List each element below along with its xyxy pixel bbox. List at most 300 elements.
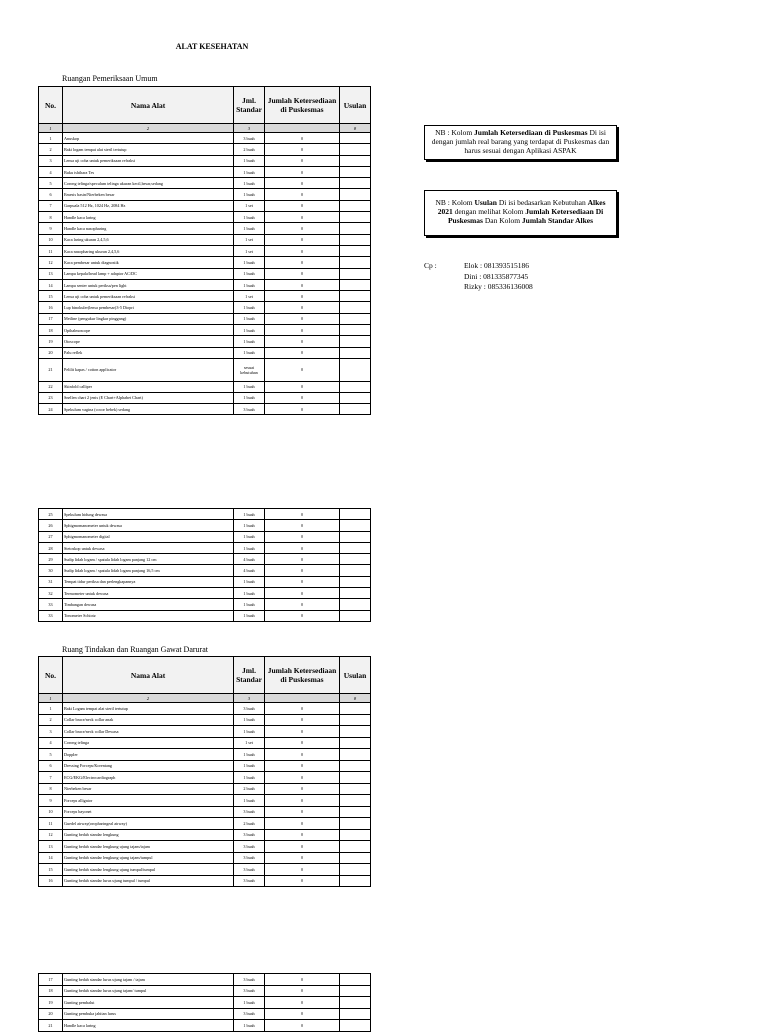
cell-jumlah-ketersediaan: 0 <box>265 749 340 761</box>
cell-no: 22 <box>39 381 63 392</box>
cell-jml-standar: 1 buah <box>234 599 265 610</box>
table-row <box>39 565 371 576</box>
cell-no: 1 <box>39 703 63 715</box>
cell-usulan[interactable] <box>340 985 371 997</box>
cell-jumlah-ketersediaan: 0 <box>265 392 340 403</box>
cell-jumlah-ketersediaan: 0 <box>265 875 340 887</box>
cell-jml-standar: 1 buah <box>234 336 265 347</box>
cell-jml-standar: 1 buah <box>234 726 265 738</box>
table-row <box>39 392 371 403</box>
cell-jumlah-ketersediaan: 0 <box>265 166 340 177</box>
cell-no: 7 <box>39 200 63 211</box>
cell-usulan[interactable] <box>340 1008 371 1020</box>
cell-no: 18 <box>39 325 63 336</box>
table-row <box>39 245 371 256</box>
cell-usulan[interactable] <box>340 313 371 324</box>
cell-jumlah-ketersediaan: 0 <box>265 772 340 784</box>
cell-jml-standar: 1 set <box>234 245 265 256</box>
cell-nama-alat: Buku ishihara Tes <box>63 166 234 177</box>
table-row <box>39 234 371 245</box>
cell-usulan[interactable] <box>340 1020 371 1032</box>
cell-jumlah-ketersediaan: 0 <box>265 189 340 200</box>
cell-no: 19 <box>39 336 63 347</box>
contact-elok: Elok : 081393515186 <box>464 261 529 270</box>
cell-usulan[interactable] <box>340 381 371 392</box>
cell-jumlah-ketersediaan: 0 <box>265 381 340 392</box>
cell-nama-alat: Gunting bedah standar lengkung <box>63 829 234 841</box>
cell-usulan[interactable] <box>340 818 371 830</box>
cell-no: 11 <box>39 818 63 830</box>
cell-no: 32 <box>39 588 63 599</box>
table-row <box>39 381 371 392</box>
cell-jumlah-ketersediaan: 0 <box>265 760 340 772</box>
cell-jumlah-ketersediaan: 0 <box>265 520 340 531</box>
cell-jml-standar: 2 buah <box>234 783 265 795</box>
table-row <box>39 841 371 853</box>
cell-jml-standar: 3 buah <box>234 404 265 415</box>
table-row <box>39 852 371 864</box>
cell-jumlah-ketersediaan: 0 <box>265 818 340 830</box>
cell-nama-alat: Opthalmoscope <box>63 325 234 336</box>
cell-no: 2 <box>39 144 63 155</box>
cell-usulan[interactable] <box>340 245 371 256</box>
cell-usulan[interactable] <box>340 875 371 887</box>
cell-jumlah-ketersediaan: 0 <box>265 726 340 738</box>
cell-usulan[interactable] <box>340 302 371 313</box>
cell-jml-standar: 1 buah <box>234 381 265 392</box>
cell-usulan[interactable] <box>340 726 371 738</box>
cell-usulan[interactable] <box>340 554 371 565</box>
table-row <box>39 818 371 830</box>
cell-jml-standar: 1 buah <box>234 531 265 542</box>
cell-no: 24 <box>39 404 63 415</box>
cell-jml-standar: 1 buah <box>234 155 265 166</box>
cell-jml-standar: 3 buah <box>234 875 265 887</box>
cell-usulan[interactable] <box>340 974 371 986</box>
cell-usulan[interactable] <box>340 749 371 761</box>
cell-no: 12 <box>39 829 63 841</box>
index-cell <box>265 694 340 703</box>
cell-no: 29 <box>39 554 63 565</box>
table-pemeriksaan-umum <box>38 86 371 415</box>
table-row <box>39 144 371 155</box>
cell-jml-standar: 1 buah <box>234 302 265 313</box>
table-row <box>39 531 371 542</box>
table-row <box>39 520 371 531</box>
cell-nama-alat: Anuskop <box>63 133 234 144</box>
cell-usulan[interactable] <box>340 223 371 234</box>
cell-usulan[interactable] <box>340 347 371 358</box>
cell-no: 9 <box>39 223 63 234</box>
table-row <box>39 783 371 795</box>
cell-no: 21 <box>39 1020 63 1032</box>
cell-nama-alat: Collar brace/neck collar anak <box>63 714 234 726</box>
cell-usulan[interactable] <box>340 783 371 795</box>
table-row <box>39 542 371 553</box>
cell-no: 23 <box>39 392 63 403</box>
cell-nama-alat: Metline (pengukur lingkar pinggang) <box>63 313 234 324</box>
cell-nama-alat: Lensa uji coba untuk pemeriksaan refraksi <box>63 155 234 166</box>
contact-dini: Dini : 081335877345 <box>464 271 529 281</box>
cell-usulan[interactable] <box>340 358 371 381</box>
cell-usulan[interactable] <box>340 599 371 610</box>
index-cell: 2 <box>63 124 234 133</box>
cell-usulan[interactable] <box>340 155 371 166</box>
cell-no: 8 <box>39 212 63 223</box>
table-tindakan <box>38 656 371 887</box>
cell-nama-alat: Garpuala 512 Hz, 1024 Hz, 2084 Hz <box>63 200 234 211</box>
cell-usulan[interactable] <box>340 178 371 189</box>
cell-nama-alat: Nierbeken besar <box>63 783 234 795</box>
header-jumlah-ketersediaan: Jumlah Ketersediaan di Puskesmas <box>265 657 340 694</box>
cell-usulan[interactable] <box>340 852 371 864</box>
cell-no: 6 <box>39 189 63 200</box>
table-row <box>39 302 371 313</box>
cell-nama-alat: Gunting pembuka jahitan lurus <box>63 1008 234 1020</box>
cell-no: 15 <box>39 864 63 876</box>
cell-usulan[interactable] <box>340 509 371 520</box>
cell-no: 21 <box>39 358 63 381</box>
cell-nama-alat: Collar brace/neck collar Dewasa <box>63 726 234 738</box>
table-row <box>39 760 371 772</box>
cell-jml-standar: 1 buah <box>234 749 265 761</box>
cell-jumlah-ketersediaan: 0 <box>265 279 340 290</box>
cell-nama-alat: Timbangan dewasa <box>63 599 234 610</box>
cell-nama-alat: Emesis basin/Nierbeken besar <box>63 189 234 200</box>
index-cell: 1 <box>39 124 63 133</box>
cell-jml-standar: 1 buah <box>234 279 265 290</box>
cell-usulan[interactable] <box>340 404 371 415</box>
cell-jumlah-ketersediaan: 0 <box>265 599 340 610</box>
cell-usulan[interactable] <box>340 703 371 715</box>
cell-jumlah-ketersediaan: 0 <box>265 714 340 726</box>
cell-usulan[interactable] <box>340 588 371 599</box>
cell-nama-alat: Palu reflek <box>63 347 234 358</box>
cell-usulan[interactable] <box>340 806 371 818</box>
cell-jumlah-ketersediaan: 0 <box>265 302 340 313</box>
cell-jml-standar: 1 buah <box>234 795 265 807</box>
cell-jumlah-ketersediaan: 0 <box>265 133 340 144</box>
section-title-tindakan: Ruang Tindakan dan Ruangan Gawat Darurat <box>62 645 208 654</box>
cell-jumlah-ketersediaan: 0 <box>265 806 340 818</box>
index-cell: 2 <box>63 694 234 703</box>
cell-usulan[interactable] <box>340 520 371 531</box>
cell-usulan[interactable] <box>340 189 371 200</box>
cell-usulan[interactable] <box>340 714 371 726</box>
cell-jumlah-ketersediaan: 0 <box>265 325 340 336</box>
section-title-pemeriksaan-umum: Ruangan Pemeriksaan Umum <box>62 74 158 83</box>
cell-usulan[interactable] <box>340 610 371 621</box>
cell-nama-alat: Lup binokuler(lensa pembesar)3-5 Diopri <box>63 302 234 313</box>
cell-jumlah-ketersediaan: 0 <box>265 178 340 189</box>
cell-no: 27 <box>39 531 63 542</box>
cell-jml-standar: 1 buah <box>234 772 265 784</box>
cell-usulan[interactable] <box>340 325 371 336</box>
cell-jml-standar: 1 buah <box>234 178 265 189</box>
cell-usulan[interactable] <box>340 336 371 347</box>
table-row <box>39 985 371 997</box>
index-row <box>39 694 371 703</box>
cell-usulan[interactable] <box>340 166 371 177</box>
cell-usulan[interactable] <box>340 133 371 144</box>
cell-jml-standar: 3 buah <box>234 703 265 715</box>
cell-nama-alat: Forceps alligator <box>63 795 234 807</box>
cell-jml-standar: 2 buah <box>234 144 265 155</box>
cell-usulan[interactable] <box>340 737 371 749</box>
table-row <box>39 200 371 211</box>
page-title: ALAT KESEHATAN <box>175 42 249 51</box>
cell-no: 20 <box>39 347 63 358</box>
cell-usulan[interactable] <box>340 279 371 290</box>
table-row <box>39 599 371 610</box>
cell-jumlah-ketersediaan: 0 <box>265 795 340 807</box>
cell-no: 18 <box>39 985 63 997</box>
cell-usulan[interactable] <box>340 268 371 279</box>
cell-usulan[interactable] <box>340 531 371 542</box>
cell-nama-alat: Spekulum vagina (cocor bebek) sedang <box>63 404 234 415</box>
table-row <box>39 166 371 177</box>
cell-jumlah-ketersediaan: 0 <box>265 404 340 415</box>
cell-usulan[interactable] <box>340 772 371 784</box>
table-tindakan-cont <box>38 973 371 1032</box>
table-row <box>39 509 371 520</box>
cell-no: 5 <box>39 178 63 189</box>
cell-jml-standar: 3 buah <box>234 852 265 864</box>
cell-no: 16 <box>39 875 63 887</box>
cell-nama-alat: ECG/EKG/Electrocardiograph <box>63 772 234 784</box>
cell-usulan[interactable] <box>340 542 371 553</box>
cell-nama-alat: Sphigmomanometer untuk dewasa <box>63 520 234 531</box>
cell-jumlah-ketersediaan: 0 <box>265 336 340 347</box>
cell-no: 7 <box>39 772 63 784</box>
cell-no: 10 <box>39 234 63 245</box>
cell-nama-alat: Lensa uji coba untuk pemeriksaan refraksi <box>63 291 234 302</box>
cell-jml-standar: 1 buah <box>234 223 265 234</box>
cell-no: 26 <box>39 520 63 531</box>
table-row <box>39 358 371 381</box>
cell-nama-alat: Stetoskop untuk dewasa <box>63 542 234 553</box>
cell-nama-alat: Lampu kepala/head lamp + adaptor AC/DC <box>63 268 234 279</box>
cell-usulan[interactable] <box>340 212 371 223</box>
index-row <box>39 124 371 133</box>
table-row <box>39 588 371 599</box>
table-row <box>39 749 371 761</box>
cell-jumlah-ketersediaan: 0 <box>265 783 340 795</box>
cell-jumlah-ketersediaan: 0 <box>265 212 340 223</box>
note-usulan: NB : Kolom Usulan Di isi bedasarkan Kebutuhan Alkes 2021 dengan melihat Kolom Jumlah Ketersediaan Di Puskesmas Dan Kolom Jumlah Standar Alkes <box>424 190 617 236</box>
cell-usulan[interactable] <box>340 576 371 587</box>
cell-no: 13 <box>39 268 63 279</box>
header-usulan: Usulan <box>340 657 371 694</box>
cell-no: 13 <box>39 841 63 853</box>
cell-usulan[interactable] <box>340 144 371 155</box>
cell-no: 31 <box>39 576 63 587</box>
cell-jml-standar: 1 buah <box>234 257 265 268</box>
table-row <box>39 279 371 290</box>
table-row <box>39 313 371 324</box>
cell-jumlah-ketersediaan: 0 <box>265 703 340 715</box>
cell-no: 11 <box>39 245 63 256</box>
table-row <box>39 737 371 749</box>
cell-usulan[interactable] <box>340 795 371 807</box>
cell-jml-standar: 3 buah <box>234 829 265 841</box>
cell-jml-standar: 3 buah <box>234 985 265 997</box>
cell-no: 14 <box>39 279 63 290</box>
cell-jml-standar: 3 buah <box>234 1008 265 1020</box>
cell-usulan[interactable] <box>340 234 371 245</box>
table-row <box>39 347 371 358</box>
cell-jml-standar: 1 buah <box>234 392 265 403</box>
cell-jumlah-ketersediaan: 0 <box>265 509 340 520</box>
cell-jumlah-ketersediaan: 0 <box>265 291 340 302</box>
header-nama-alat: Nama Alat <box>63 657 234 694</box>
table-row <box>39 829 371 841</box>
cell-jml-standar: 1 buah <box>234 760 265 772</box>
cell-jml-standar: 1 buah <box>234 325 265 336</box>
cell-usulan[interactable] <box>340 200 371 211</box>
table-row <box>39 336 371 347</box>
cell-jumlah-ketersediaan: 0 <box>265 576 340 587</box>
cell-nama-alat: Gunting bedah standar lurus ujung tajam/ tumpul <box>63 985 234 997</box>
cell-jml-standar: 1 buah <box>234 212 265 223</box>
cell-jml-standar: 3 buah <box>234 133 265 144</box>
cell-nama-alat: Gunting bedah standar lengkung ujung tumpul/tumpul <box>63 864 234 876</box>
table-row <box>39 610 371 621</box>
table-row <box>39 291 371 302</box>
cell-jumlah-ketersediaan: 0 <box>265 358 340 381</box>
cell-no: 4 <box>39 166 63 177</box>
cell-no: 5 <box>39 749 63 761</box>
contact-label: Cp : <box>424 261 437 270</box>
cell-jml-standar: 1 buah <box>234 610 265 621</box>
table-row <box>39 997 371 1009</box>
cell-nama-alat: Gunting bedah standar lurus ujung tumpul / tumpul <box>63 875 234 887</box>
cell-jml-standar: 2 buah <box>234 818 265 830</box>
cell-jumlah-ketersediaan: 0 <box>265 245 340 256</box>
cell-jumlah-ketersediaan: 0 <box>265 864 340 876</box>
table-row <box>39 554 371 565</box>
cell-usulan[interactable] <box>340 392 371 403</box>
cell-jml-standar: 1 buah <box>234 520 265 531</box>
table-pemeriksaan-umum-cont <box>38 508 371 622</box>
table-row <box>39 178 371 189</box>
cell-no: 14 <box>39 852 63 864</box>
cell-nama-alat: Dressing Forceps/Korentang <box>63 760 234 772</box>
table-row <box>39 268 371 279</box>
table-row <box>39 1008 371 1020</box>
table-row <box>39 864 371 876</box>
cell-jml-standar: 1 buah <box>234 542 265 553</box>
cell-nama-alat: Tonometer Schiotz <box>63 610 234 621</box>
cell-jumlah-ketersediaan: 0 <box>265 997 340 1009</box>
cell-no: 9 <box>39 795 63 807</box>
cell-jml-standar: 1 buah <box>234 268 265 279</box>
cell-jml-standar: 3 buah <box>234 841 265 853</box>
cell-no: 10 <box>39 806 63 818</box>
cell-jml-standar: 1 set <box>234 737 265 749</box>
cell-jml-standar: 1 buah <box>234 347 265 358</box>
cell-no: 17 <box>39 974 63 986</box>
cell-jumlah-ketersediaan: 0 <box>265 531 340 542</box>
cell-usulan[interactable] <box>340 864 371 876</box>
index-cell: 1 <box>39 694 63 703</box>
cell-jml-standar: 1 buah <box>234 313 265 324</box>
cell-jumlah-ketersediaan: 0 <box>265 268 340 279</box>
cell-jumlah-ketersediaan: 0 <box>265 565 340 576</box>
cell-jumlah-ketersediaan: 0 <box>265 841 340 853</box>
cell-no: 16 <box>39 302 63 313</box>
cell-usulan[interactable] <box>340 760 371 772</box>
cell-jml-standar: 4 buah <box>234 554 265 565</box>
index-cell: 3 <box>234 124 265 133</box>
cell-nama-alat: Termometer untuk dewasa <box>63 588 234 599</box>
cell-usulan[interactable] <box>340 257 371 268</box>
cell-no: 1 <box>39 133 63 144</box>
table-row <box>39 726 371 738</box>
table-row <box>39 1020 371 1032</box>
cell-jml-standar: 1 buah <box>234 1020 265 1032</box>
cell-nama-alat: Guedel airway(oropharingeal airway) <box>63 818 234 830</box>
cell-nama-alat: Tempat tidur periksa dan perlengkapannya <box>63 576 234 587</box>
index-cell <box>265 124 340 133</box>
cell-usulan[interactable] <box>340 997 371 1009</box>
cell-usulan[interactable] <box>340 565 371 576</box>
table-row <box>39 223 371 234</box>
cell-no: 20 <box>39 1008 63 1020</box>
cell-no: 4 <box>39 737 63 749</box>
cell-no: 3 <box>39 726 63 738</box>
cell-jumlah-ketersediaan: 0 <box>265 588 340 599</box>
cell-nama-alat: Corong telinga <box>63 737 234 749</box>
cell-usulan[interactable] <box>340 829 371 841</box>
cell-jumlah-ketersediaan: 0 <box>265 974 340 986</box>
cell-jumlah-ketersediaan: 0 <box>265 985 340 997</box>
cell-nama-alat: Forceps bayonet <box>63 806 234 818</box>
cell-nama-alat: Pelilit kapas / cotton applicator <box>63 358 234 381</box>
cell-jumlah-ketersediaan: 0 <box>265 737 340 749</box>
cell-jumlah-ketersediaan: 0 <box>265 313 340 324</box>
cell-nama-alat: Gunting bedah standar lengkung ujung tajam/tajam <box>63 841 234 853</box>
cell-no: 33 <box>39 599 63 610</box>
cell-nama-alat: Kaca laring ukuran 2,4,5,6 <box>63 234 234 245</box>
table-row <box>39 325 371 336</box>
table-row <box>39 155 371 166</box>
cell-usulan[interactable] <box>340 291 371 302</box>
table-row <box>39 703 371 715</box>
cell-jumlah-ketersediaan: 0 <box>265 554 340 565</box>
cell-nama-alat: Skinfold calliper <box>63 381 234 392</box>
cell-nama-alat: Baki Logam tempat alat steril tertutup <box>63 703 234 715</box>
cell-usulan[interactable] <box>340 841 371 853</box>
cell-jml-standar: 3 buah <box>234 864 265 876</box>
cell-no: 19 <box>39 997 63 1009</box>
cell-nama-alat: Baki logam tempat alat steril tertutup <box>63 144 234 155</box>
cell-nama-alat: Lampu senter untuk periksa/pen light <box>63 279 234 290</box>
cell-jumlah-ketersediaan: 0 <box>265 200 340 211</box>
cell-no: 25 <box>39 509 63 520</box>
contact-list <box>464 261 533 293</box>
cell-jml-standar: 1 set <box>234 291 265 302</box>
header-jml-standar: Jml. Standar <box>234 657 265 694</box>
header-no: No. <box>39 87 63 124</box>
cell-jumlah-ketersediaan: 0 <box>265 155 340 166</box>
cell-nama-alat: Corong telinga/speculum telinga ukuran kecil,besar,sedang <box>63 178 234 189</box>
cell-nama-alat: Doppler <box>63 749 234 761</box>
cell-jml-standar: 1 buah <box>234 509 265 520</box>
header-nama-alat: Nama Alat <box>63 87 234 124</box>
cell-no: 12 <box>39 257 63 268</box>
cell-jml-standar: 1 buah <box>234 189 265 200</box>
